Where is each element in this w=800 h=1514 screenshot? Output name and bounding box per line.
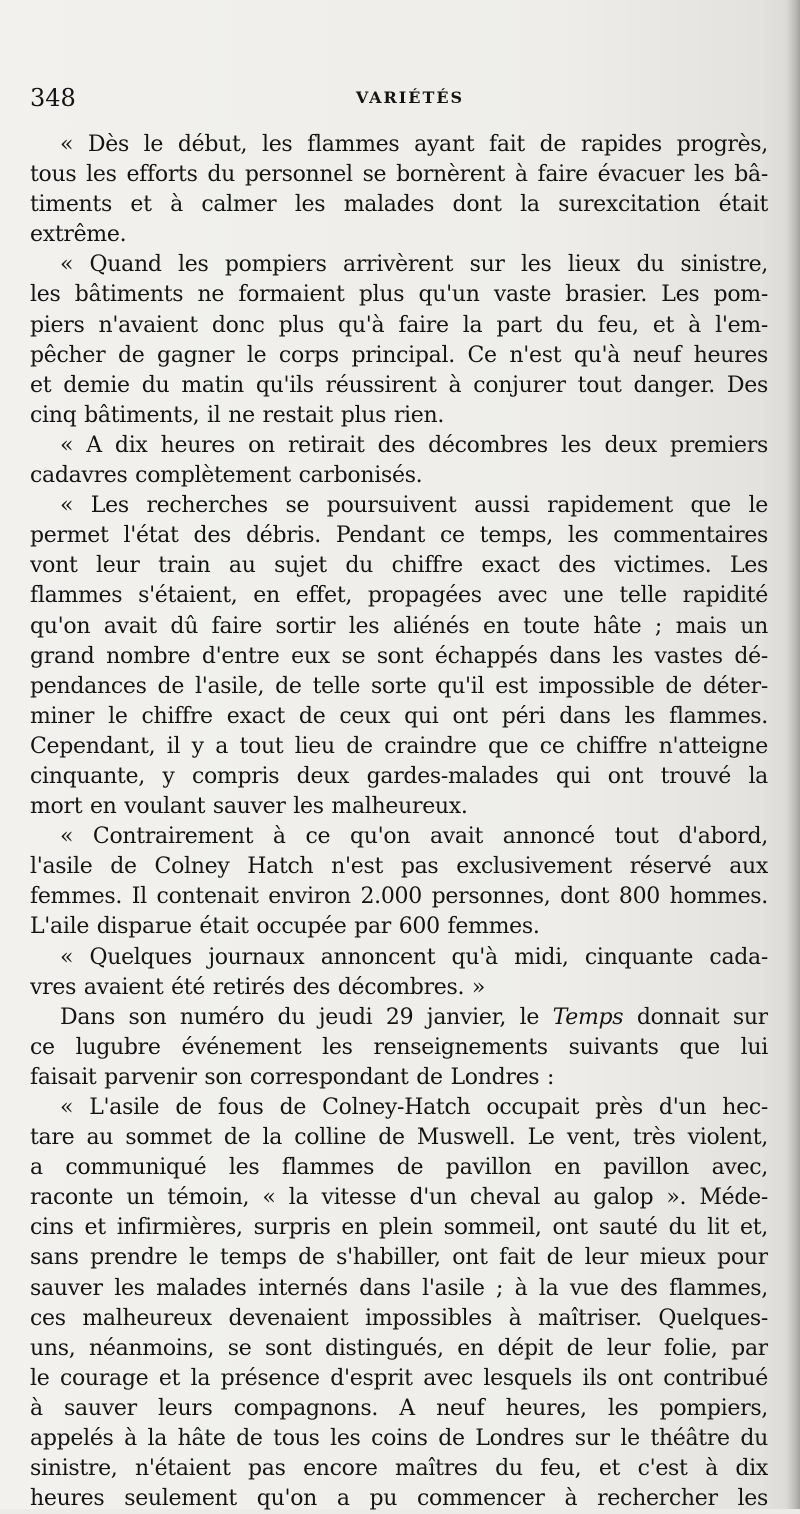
text-line: cinquante, y compris deux gardes-malades qui ont trouvé la	[30, 763, 768, 789]
text-line: extrême.	[30, 222, 127, 248]
text-line: grand nombre d'entre eux se sont échappés dans les vastes dé-	[30, 643, 768, 669]
text-line: le courage et la présence d'esprit avec lesquels ils ont contribué	[30, 1365, 768, 1391]
text-line: cadavres complètement carbonisés.	[30, 463, 423, 489]
text-line: « Dès le début, les flammes ayant fait de rapides progrès,	[60, 132, 768, 157]
text-line: uns, néanmoins, se sont distingués, en dépit de leur folie, par	[30, 1335, 768, 1361]
text-line: Cependant, il y a tout lieu de craindre que ce chiffre n'atteigne	[30, 733, 768, 759]
text-line: appelés à la hâte de tous les coins de Londres sur le théâtre du	[30, 1426, 768, 1452]
text-line: « Quelques journaux annoncent qu'à midi, cinquante cada-	[60, 944, 768, 970]
text-line: cinq bâtiments, il ne restait plus rien.	[30, 402, 445, 428]
page-gutter-shadow	[786, 0, 800, 1509]
text-line: cins et infirmières, surpris en plein sommeil, ont sauté du lit et,	[30, 1215, 768, 1241]
text-line: à sauver leurs compagnons. A neuf heures, les pompiers,	[30, 1395, 768, 1421]
text-line: femmes. Il contenait environ 2.000 personnes, dont 800 hommes.	[30, 884, 768, 910]
running-head: VARIÉTÉS	[355, 88, 465, 107]
text-line: « Contrairement à ce qu'on avait annoncé tout d'abord,	[60, 824, 768, 850]
page-header	[30, 84, 768, 118]
text-line: tare au sommet de la colline de Muswell. Le vent, très violent,	[30, 1125, 768, 1151]
text-line: piers n'avaient donc plus qu'à faire la part du feu, et à l'em-	[30, 312, 768, 338]
text-line: « A dix heures on retirait des décombres les deux premiers	[60, 432, 768, 458]
text-line: pendances de l'asile, de telle sorte qu'il est impossible de déter-	[30, 673, 768, 699]
text-line: a communiqué les flammes de pavillon en pavillon avec,	[30, 1155, 768, 1181]
text-line: ce lugubre événement les renseignements suivants que lui	[30, 1034, 768, 1060]
text-line: sinistre, n'étaient pas encore maîtres du feu, et c'est à dix	[30, 1456, 768, 1482]
text-line: L'aile disparue était occupée par 600 femmes.	[30, 914, 540, 940]
text-line: « Les recherches se poursuivent aussi rapidement que le	[60, 493, 768, 519]
text-line: heures seulement qu'on a pu commencer à rechercher les	[30, 1486, 768, 1512]
text-line: faisait parvenir son correspondant de Londres :	[30, 1064, 555, 1090]
text-line: permet l'état des débris. Pendant ce temps, les commentaires	[30, 523, 768, 549]
text-line: les bâtiments ne formaient plus qu'un vaste brasier. Les pom-	[30, 282, 768, 308]
newspaper-title: Temps	[552, 1004, 624, 1030]
text-line: qu'on avait dû faire sortir les aliénés en toute hâte ; mais un	[30, 613, 768, 639]
text-line: sauver les malades internés dans l'asile ; à la vue des flammes,	[30, 1275, 768, 1301]
text-line: vont leur train au sujet du chiffre exact des victimes. Les	[30, 553, 768, 579]
body-text	[30, 130, 768, 1514]
text-line: l'asile de Colney Hatch n'est pas exclusivement réservé aux	[30, 854, 768, 880]
text-line: raconte un témoin, « la vitesse d'un cheval au galop ». Méde-	[30, 1185, 768, 1211]
text-line: mort en voulant sauver les malheureux.	[30, 794, 468, 820]
text-line: timents et à calmer les malades dont la surexcitation était	[30, 192, 768, 218]
text-line: ces malheureux devenaient impossibles à maîtriser. Quelques-	[30, 1305, 768, 1331]
text-line: miner le chiffre exact de ceux qui ont péri dans les flammes.	[30, 703, 768, 729]
text-line: « L'asile de fous de Colney-Hatch occupait près d'un hec-	[60, 1095, 768, 1120]
text-line: pêcher de gagner le corps principal. Ce n'est qu'à neuf heures	[30, 342, 768, 368]
text-line: et demie du matin qu'ils réussirent à conjurer tout danger. Des	[30, 372, 768, 398]
text-line: Dans son numéro du jeudi 29 janvier, le Temps donnait sur	[60, 1004, 768, 1030]
text-line: « Quand les pompiers arrivèrent sur les lieux du sinistre,	[60, 252, 768, 278]
text-line: tous les efforts du personnel se bornèrent à faire évacuer les bâ-	[30, 162, 768, 188]
text-line: vres avaient été retirés des décombres. »	[30, 974, 486, 1000]
text-line: sans prendre le temps de s'habiller, ont fait de leur mieux pour	[30, 1245, 768, 1271]
text-line: flammes s'étaient, en effet, propagées avec une telle rapidité	[30, 583, 768, 609]
page-number: 348	[30, 84, 76, 112]
